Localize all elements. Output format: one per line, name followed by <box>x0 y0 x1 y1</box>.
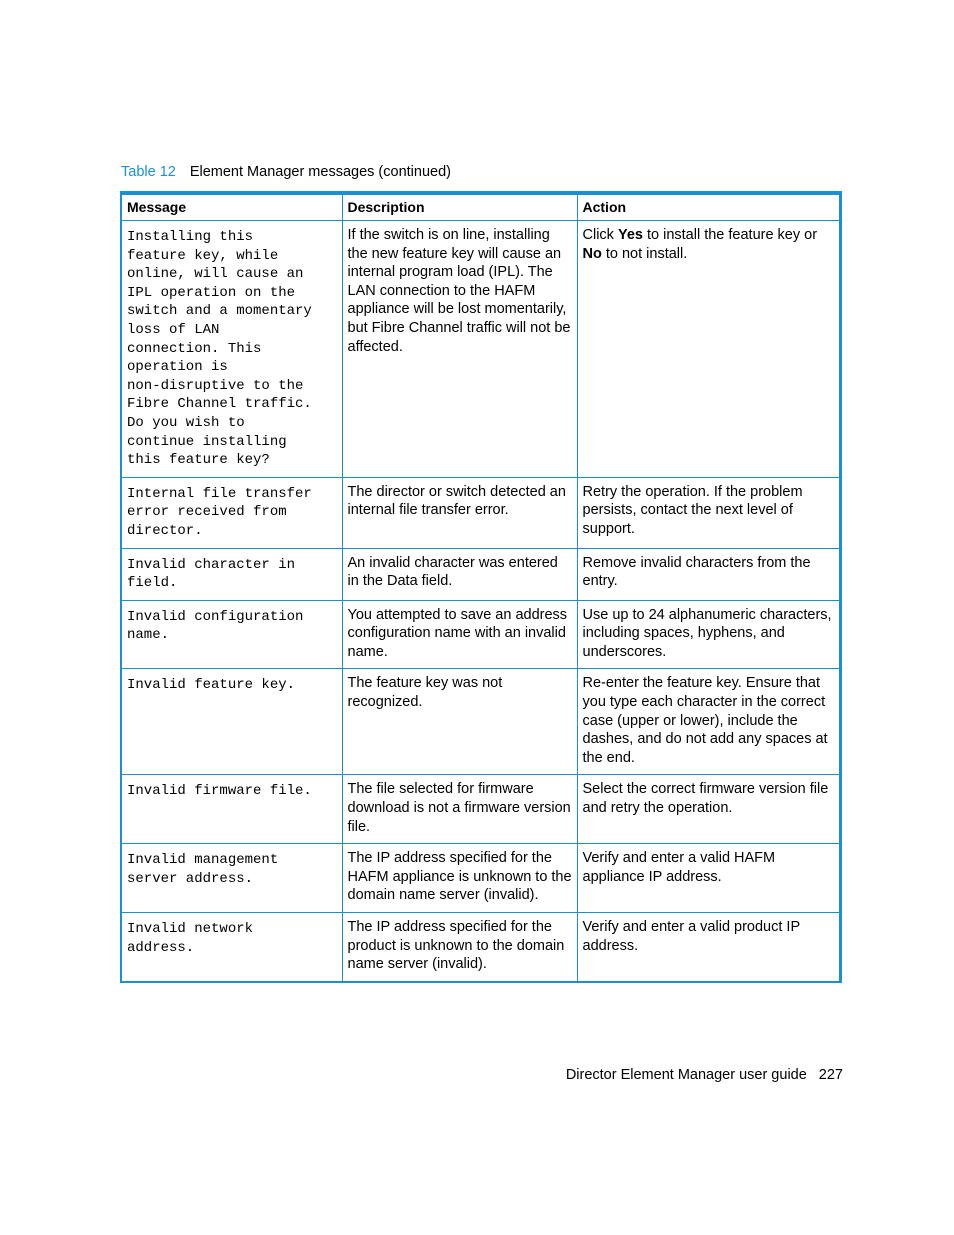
no-keyword: No <box>582 245 602 262</box>
description-cell: The feature key was not recognized. <box>342 669 577 775</box>
table-row <box>122 600 839 669</box>
description-cell: The file selected for firmware download is not a firmware version file. <box>342 775 577 844</box>
table-caption-label: Table 12 <box>121 164 176 180</box>
action-text: Click <box>582 227 618 243</box>
description-cell: An invalid character was entered in the Data field. <box>342 548 577 600</box>
description-cell: The director or switch detected an internal file transfer error. <box>342 477 577 548</box>
table-header-row <box>122 195 839 221</box>
table-row <box>122 775 839 844</box>
message-cell: Invalid character in field. <box>122 548 342 600</box>
action-cell: Remove invalid characters from the entry. <box>577 548 839 600</box>
action-cell: Select the correct firmware version file and retry the operation. <box>577 775 839 844</box>
footer-guide-title: Director Element Manager user guide <box>565 1067 807 1083</box>
table-row <box>122 913 839 981</box>
message-cell: Internal file transfer error received from director. <box>122 477 342 548</box>
yes-keyword: Yes <box>617 227 643 243</box>
table-row <box>122 477 839 548</box>
message-cell: Invalid management server address. <box>122 844 342 913</box>
action-cell <box>577 221 839 478</box>
table-caption-title: Element Manager messages (continued) <box>189 164 451 180</box>
description-cell: The IP address specified for the product is unknown to the domain name server (invalid). <box>342 913 577 981</box>
message-cell: Invalid feature key. <box>122 669 342 775</box>
action-cell: Retry the operation. If the problem persists, contact the next level of support. <box>577 477 839 548</box>
description-cell: You attempted to save an address configuration name with an invalid name. <box>342 600 577 669</box>
message-cell: Installing this feature key, while online, will cause an IPL operation on the switch and a momentary loss of LAN connection. This operation is non-disruptive to the Fibre Channel traffic. Do you wish to continue installing this feature key? <box>122 221 342 478</box>
table-row <box>122 844 839 913</box>
action-cell: Use up to 24 alphanumeric characters, including spaces, hyphens, and underscores. <box>577 600 839 669</box>
message-cell: Invalid configuration name. <box>122 600 342 669</box>
description-cell: If the switch is on line, installing the new feature key will cause an internal program load (IPL). The LAN connection to the HAFM appliance will be lost momentarily, but Fibre Channel traffic will not be affected. <box>342 221 577 478</box>
page-number: 227 <box>818 1067 843 1083</box>
table-row <box>122 221 839 478</box>
table-row <box>122 548 839 600</box>
column-header-action: Action <box>577 195 839 221</box>
action-cell: Re-enter the feature key. Ensure that you type each character in the correct case (upper or lower), include the dashes, and do not add any spaces at the end. <box>577 669 839 775</box>
table-row <box>122 669 839 775</box>
page-footer <box>566 1066 843 1084</box>
message-cell: Invalid network address. <box>122 913 342 981</box>
action-text: to install the feature key or <box>642 227 818 243</box>
column-header-description: Description <box>342 195 577 221</box>
description-cell: The IP address specified for the HAFM appliance is unknown to the domain name server (invalid). <box>342 844 577 913</box>
messages-table <box>122 195 839 981</box>
action-text: to not install. <box>601 245 688 262</box>
message-cell: Invalid firmware file. <box>122 775 342 844</box>
table-caption <box>121 163 451 181</box>
column-header-message: Message <box>122 195 342 221</box>
messages-table-frame <box>120 191 842 983</box>
action-cell: Verify and enter a valid product IP address. <box>577 913 839 981</box>
action-cell: Verify and enter a valid HAFM appliance IP address. <box>577 844 839 913</box>
